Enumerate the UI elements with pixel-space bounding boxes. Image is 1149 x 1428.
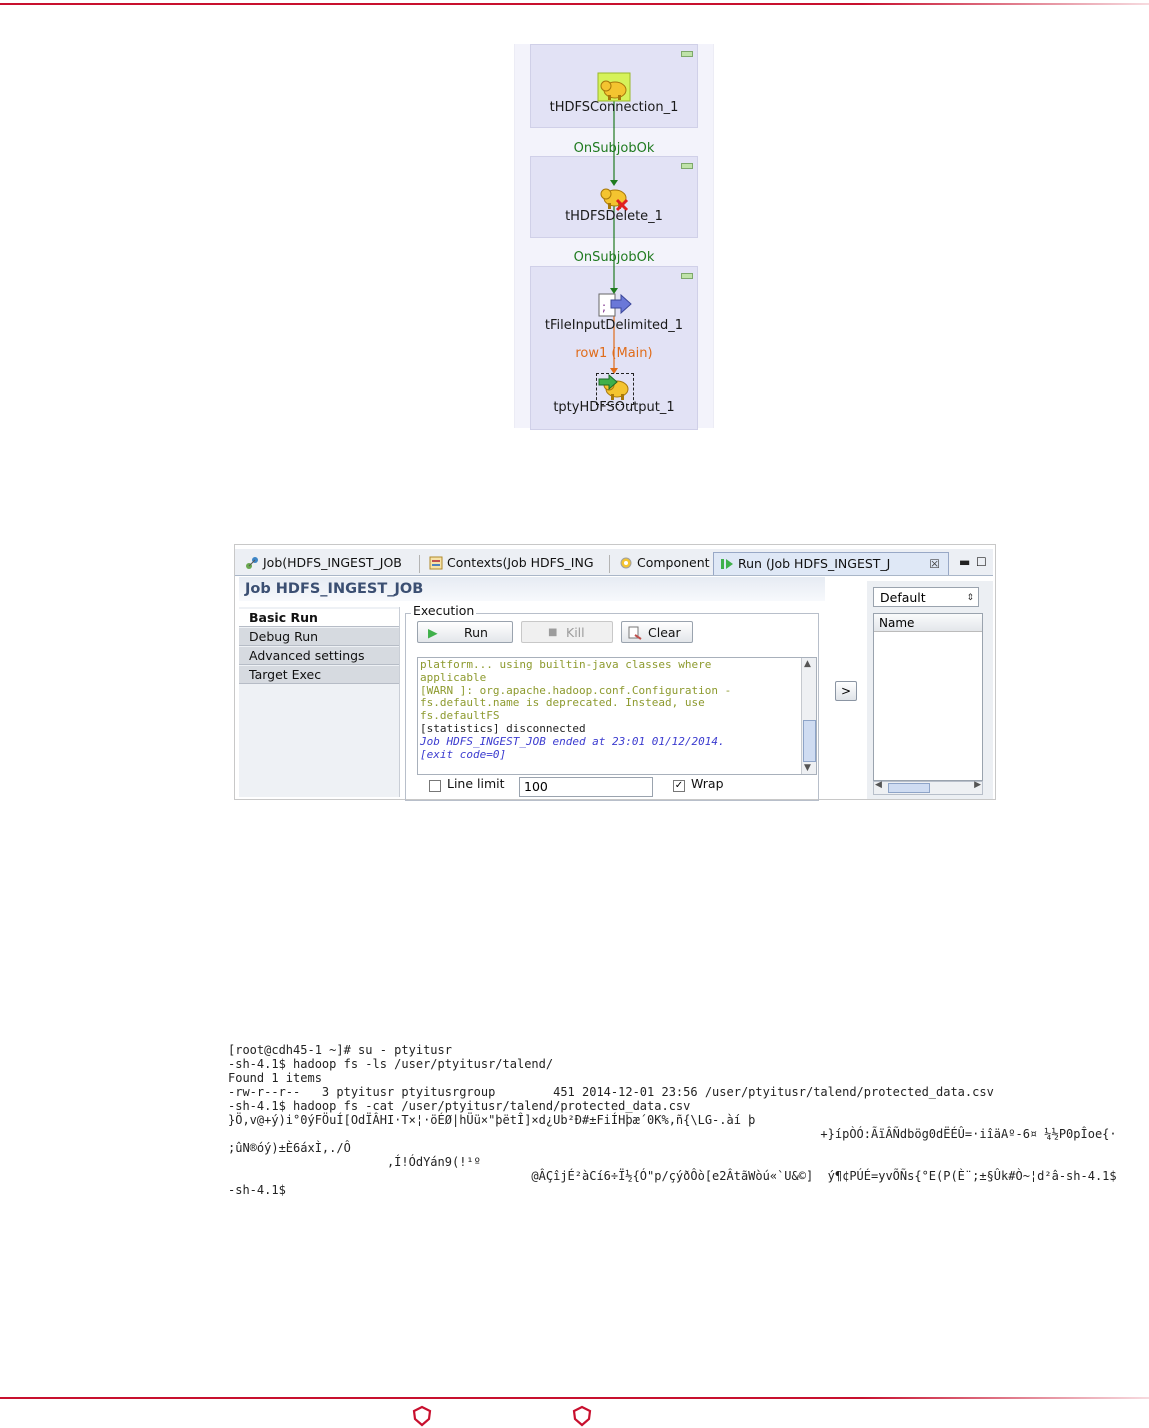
line-limit-label: Line limit: [447, 776, 505, 791]
job-title: Job HDFS_INGEST_JOB: [239, 577, 825, 601]
hdfs-output-icon[interactable]: [597, 374, 631, 402]
context-table[interactable]: [873, 613, 983, 781]
file-input-icon[interactable]: [597, 292, 633, 320]
tab-job[interactable]: [239, 552, 433, 574]
scroll-left-icon[interactable]: ◀: [875, 780, 882, 790]
close-icon[interactable]: ☒: [929, 557, 940, 571]
run-panel: [234, 544, 996, 800]
footer-rule: [0, 1397, 1149, 1399]
context-select-value: Default: [880, 590, 926, 605]
console-line: [WARN ]: org.apache.hadoop.conf.Configuration -: [420, 683, 732, 697]
wrap-label: Wrap: [691, 776, 724, 791]
minimize-icon[interactable]: ▬: [959, 555, 971, 569]
terminal-line: -rw-r--r-- 3 ptyitusr ptyitusrgroup 451 2014-12-01 23:56 /user/ptyitusr/talend/protected_data.csv: [228, 1085, 994, 1099]
job-diagram-canvas[interactable]: [514, 44, 714, 428]
expand-context-button[interactable]: >: [835, 681, 857, 701]
console-line: platform... using builtin-java classes where: [420, 658, 712, 671]
run-mode-nav: [239, 607, 400, 797]
console-line: fs.default.name is deprecated. Instead, use: [420, 696, 705, 710]
terminal-line: +}ípÒÓ:ÃïÂÑdbög0dËÉÛ=·iîäAº-6¤ ¼½P0pÎoe{·: [228, 1127, 1117, 1141]
run-button-label: Run: [464, 625, 488, 640]
hadoop-delete-icon[interactable]: [597, 184, 631, 212]
execution-label: Execution: [413, 603, 475, 618]
tab-contexts[interactable]: [423, 552, 629, 574]
console-scrollbar[interactable]: [801, 658, 816, 774]
svg-text:;: ;: [602, 300, 607, 314]
terminal-line: -sh-4.1$ hadoop fs -ls /user/ptyitusr/talend/: [228, 1057, 554, 1071]
console-line: applicable: [420, 670, 487, 684]
scroll-up-icon[interactable]: ▲: [804, 659, 811, 669]
console-output[interactable]: [417, 657, 817, 775]
link-label[interactable]: OnSubjobOk: [573, 141, 655, 156]
terminal-line: ;ûN®óý)±È6áxÌ,./Ô: [228, 1141, 351, 1155]
shield-logo-icon: [571, 1405, 593, 1427]
terminal-line: @ÂÇîjÉ²àCí6÷Ï½{Ó"p/çýðÔò[e2ÂtãWòú«`U&©] ý¶¢PÚÉ=yvÕÑs{°E(P(È¨;±§Ûk#Ò~¦d²â-sh-4.1$: [228, 1169, 1117, 1183]
shield-logo-icon: [411, 1405, 433, 1427]
terminal-line: [root@cdh45-1 ~]# su - ptyitusr: [228, 1043, 452, 1057]
tab-divider: [419, 555, 420, 573]
console-line: [exit code=0]: [420, 747, 507, 761]
nav-target-exec[interactable]: Target Exec: [239, 666, 399, 684]
clear-button[interactable]: [621, 621, 693, 643]
chevron-updown-icon: ⇕: [966, 593, 974, 603]
console-line: Job HDFS_INGEST_JOB ended at 23:01 01/12/2014.: [420, 734, 725, 748]
link-label[interactable]: OnSubjobOk: [573, 250, 655, 265]
stop-icon: ■: [548, 627, 558, 638]
run-button[interactable]: [417, 621, 513, 643]
context-select[interactable]: [873, 587, 979, 607]
context-column-header[interactable]: Name: [874, 614, 982, 632]
nav-basic-run[interactable]: Basic Run: [239, 609, 399, 627]
hadoop-elephant-icon[interactable]: [597, 72, 631, 102]
tab-run[interactable]: [713, 552, 949, 575]
tab-label: Job(HDFS_INGEST_JOB: [263, 555, 402, 570]
console-line: [statistics] disconnected: [420, 721, 586, 735]
component-label[interactable]: tptyHDFSOutput_1: [553, 400, 675, 415]
nav-advanced-settings[interactable]: Advanced settings: [239, 647, 399, 665]
component-icon: [619, 556, 633, 570]
nav-debug-run[interactable]: Debug Run: [239, 628, 399, 646]
kill-button[interactable]: [521, 621, 613, 643]
console-line: fs.defaultFS: [420, 709, 500, 723]
header-rule: [0, 3, 1149, 5]
tab-label: Component: [637, 555, 710, 570]
hscroll-thumb[interactable]: [888, 783, 930, 793]
play-icon: ▶: [428, 625, 438, 640]
component-label[interactable]: tHDFSDelete_1: [565, 209, 663, 224]
contexts-icon: [429, 556, 443, 570]
context-hscrollbar[interactable]: [873, 781, 983, 795]
scroll-right-icon[interactable]: ▶: [974, 780, 981, 790]
line-limit-input[interactable]: 100: [519, 777, 653, 797]
maximize-icon[interactable]: ☐: [976, 555, 987, 569]
tab-label: Contexts(Job HDFS_ING: [447, 555, 594, 570]
component-label[interactable]: tFileInputDelimited_1: [544, 318, 684, 333]
terminal-line: ,Í!ÓdYán9(!¹º: [228, 1155, 481, 1169]
clear-icon: [628, 626, 642, 640]
terminal-line: -sh-4.1$ hadoop fs -cat /user/ptyitusr/talend/protected_data.csv: [228, 1099, 691, 1113]
tab-label: Run (Job HDFS_INGEST_J: [738, 556, 891, 571]
kill-button-label: Kill: [566, 625, 585, 640]
scroll-thumb[interactable]: [803, 720, 816, 762]
view-tab-bar: [235, 549, 993, 576]
scroll-down-icon[interactable]: ▼: [804, 763, 811, 773]
clear-button-label: Clear: [648, 625, 681, 640]
console-text: [420, 659, 800, 761]
job-icon: [245, 556, 259, 570]
wrap-checkbox[interactable]: ✓: [674, 780, 684, 791]
run-icon: [720, 557, 734, 571]
tab-divider: [609, 555, 610, 573]
line-limit-checkbox[interactable]: [429, 780, 441, 792]
link-label[interactable]: row1 (Main): [575, 346, 653, 361]
component-label[interactable]: tHDFSConnection_1: [549, 100, 679, 115]
terminal-line: -sh-4.1$: [228, 1183, 286, 1197]
terminal-line: Found 1 items: [228, 1071, 322, 1085]
terminal-line: }Ö,v@+ý)i°0ýFÖuÍ[OdÏÂHI·T×¦·öÉØ|hÜü×"þëtÎ]×d¿Ub²Ð#±FiÍHþæ´0K%,ñ{\LG-.àí þ: [228, 1113, 756, 1127]
